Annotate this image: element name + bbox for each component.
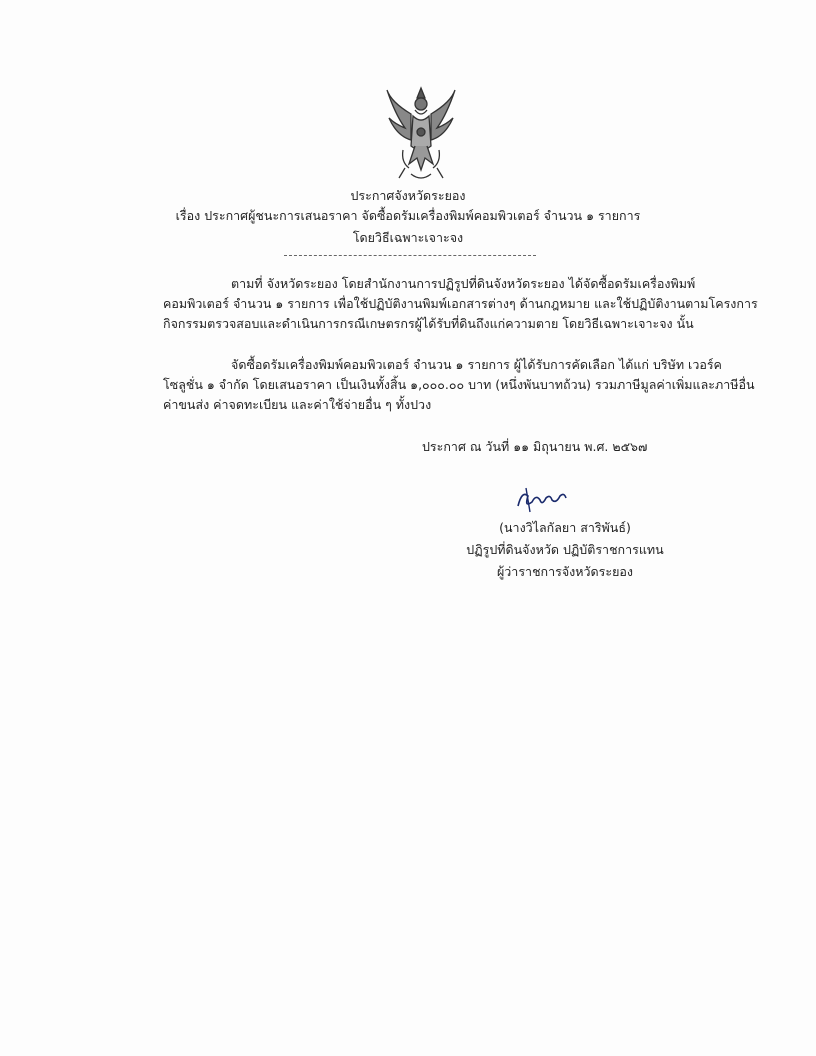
paragraph-line: ตามที่ จังหวัดระยอง โดยสำนักงานการปฏิรูปที่ดินจังหวัดระยอง ได้จัดซื้อดรัมเครื่องพิมพ์ [231,276,696,291]
header-divider [284,255,536,256]
garuda-emblem-icon [381,84,461,184]
paragraph-line: ค่าขนส่ง ค่าจดทะเบียน และค่าใช้จ่ายอื่น ๆ ทั้งปวง [163,397,432,412]
paragraph-line: โซลูชั่น ๑ จำกัด โดยเสนอราคา เป็นเงินทั้งสิ้น ๑,๐๐๐.๐๐ บาท (หนึ่งพันบาทถ้วน) รวมภาษีมูลค่าเพิ่มและภาษีอื่น [163,377,755,392]
announcement-authority: ประกาศจังหวัดระยอง [350,188,466,203]
paragraph-background [163,274,758,334]
announcement-subject: เรื่อง ประกาศผู้ชนะการเสนอราคา จัดซื้อดรัมเครื่องพิมพ์คอมพิวเตอร์ จำนวน ๑ รายการ [175,208,641,223]
announcement-date: ประกาศ ณ วันที่ ๑๑ มิถุนายน พ.ศ. ๒๕๖๗ [422,439,648,454]
announcement-method: โดยวิธีเฉพาะเจาะจง [352,230,464,245]
paragraph-line: คอมพิวเตอร์ จำนวน ๑ รายการ เพื่อใช้ปฏิบัติงานพิมพ์เอกสารต่างๆ ด้านกฎหมาย และใช้ปฏิบัติงานตามโครงการ [163,296,758,311]
paragraph-line: จัดซื้อดรัมเครื่องพิมพ์คอมพิวเตอร์ จำนวน ๑ รายการ ผู้ได้รับการคัดเลือก ได้แก่ บริษัท เวอร์ค [231,357,722,372]
paragraph-line: กิจกรรมตรวจสอบและดำเนินการกรณีเกษตรกรผู้ได้รับที่ดินถึงแก่ความตาย โดยวิธีเฉพาะเจาะจง นั้น [163,316,694,331]
signatory-position: ปฏิรูปที่ดินจังหวัด ปฏิบัติราชการแทน [466,542,664,557]
handwritten-signature [512,482,572,516]
paragraph-award [163,355,755,415]
signatory-position: ผู้ว่าราชการจังหวัดระยอง [496,564,634,579]
signatory-name: (นางวิไลกัลยา สาริพันธ์) [499,520,631,535]
